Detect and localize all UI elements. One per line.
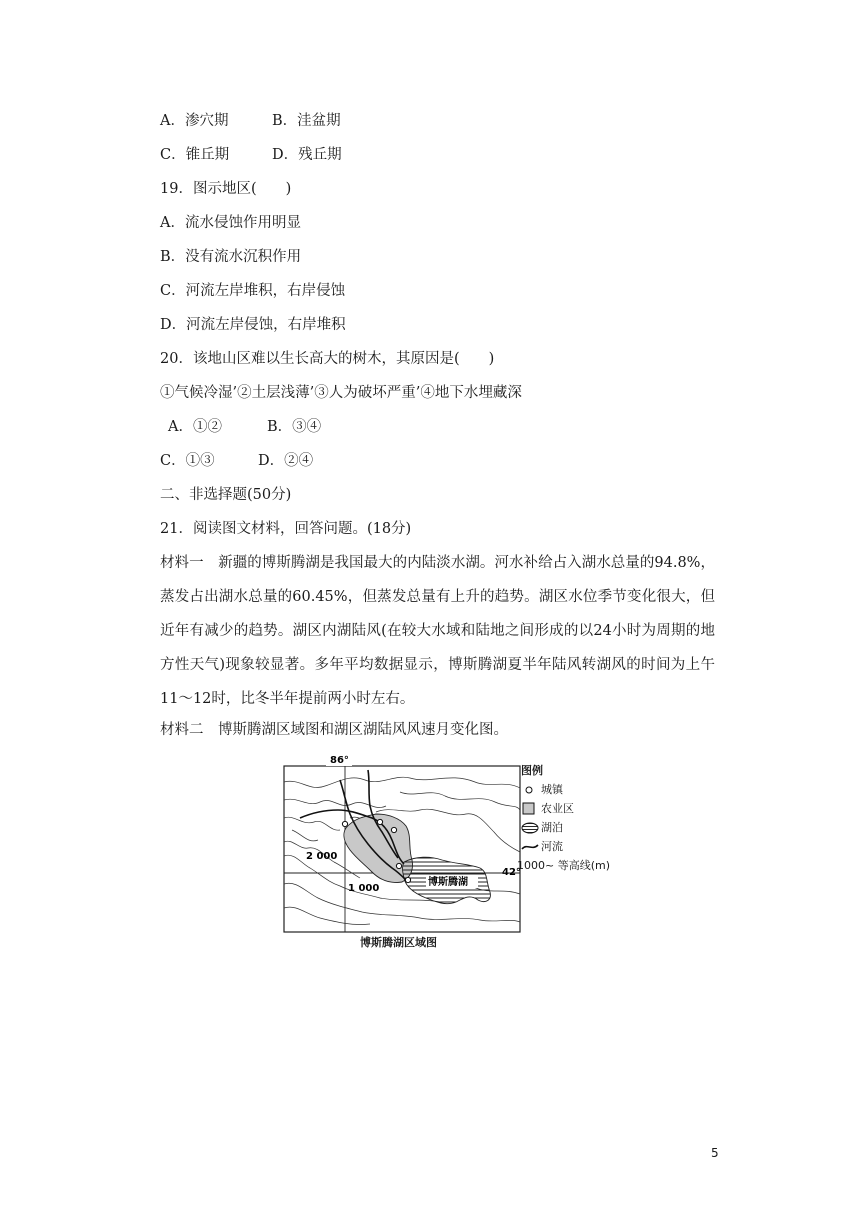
map-legend bbox=[517, 762, 611, 875]
river-icon bbox=[521, 842, 539, 852]
contour-2000-label: 2 000 bbox=[306, 851, 338, 862]
contour-1000-label: 1 000 bbox=[348, 883, 380, 894]
q18-option-d: D．残丘期 bbox=[272, 147, 342, 163]
lake-icon bbox=[521, 822, 539, 834]
town-icon bbox=[524, 785, 534, 795]
legend-title: 图例 bbox=[521, 764, 543, 777]
q20-option-c: C．①③ bbox=[160, 453, 215, 469]
q21-stem: 21．阅读图文材料，回答问题。(18分) bbox=[160, 521, 412, 537]
q18-option-c: C．锥丘期 bbox=[160, 147, 230, 163]
town-icon bbox=[391, 827, 396, 832]
q19-stem: 19．图示地区( ) bbox=[160, 181, 292, 197]
material-one: 材料一 新疆的博斯腾湖是我国最大的内陆淡水湖。河水补给占入湖水总量的94.8%，蒸发占出湖水总量的60.45%，但蒸发总量有上升的趋势。湖区水位季节变化很大，但近年有减少的趋势。湖区内湖陆风(在较大水域和陆地之间形成的以24小时为周期的地方性天气)现象较显著。多年平均数据显示，博斯腾湖夏半年陆风转湖风的时间为上午11～12时，比冬半年提前两小时左右。 bbox=[160, 555, 715, 707]
latitude-label: 42° bbox=[502, 867, 521, 878]
farm-area-icon bbox=[522, 802, 536, 815]
q20-options-row2 bbox=[160, 451, 313, 471]
town-icon bbox=[342, 821, 347, 826]
q20-statements: ①气候冷湿’②土层浅薄’③人为破坏严重’④地下水埋藏深 bbox=[160, 385, 522, 401]
town-icon bbox=[396, 863, 401, 868]
q18-option-a: A．渗穴期 bbox=[160, 113, 229, 129]
q20-option-a: A．①② bbox=[168, 419, 222, 435]
q20-options-row1 bbox=[168, 417, 321, 437]
q19-option-a: A．流水侵蚀作用明显 bbox=[160, 215, 301, 231]
q19-option-d: D．河流左岸侵蚀，右岸堆积 bbox=[160, 317, 346, 333]
town-icon bbox=[377, 819, 382, 824]
legend-town: 城镇 bbox=[521, 780, 610, 799]
q18-options-row1 bbox=[160, 111, 341, 131]
material-two: 材料二 博斯腾湖区域图和湖区湖陆风风速月变化图。 bbox=[160, 722, 508, 738]
q19-option-b: B．没有流水沉积作用 bbox=[160, 249, 302, 265]
q19-option-c: C．河流左岸堆积，右岸侵蚀 bbox=[160, 283, 346, 299]
q20-option-b: B．③④ bbox=[267, 419, 322, 435]
map-caption: 博斯腾湖区域图 bbox=[360, 936, 437, 949]
q20-option-d: D．②④ bbox=[258, 453, 314, 469]
q18-options-row2 bbox=[160, 145, 342, 165]
legend-contour: 1000~ 等高线(m) bbox=[517, 859, 611, 872]
town-icon bbox=[405, 877, 410, 882]
lake-label: 博斯腾湖 bbox=[428, 877, 468, 888]
q20-stem: 20．该地山区难以生长高大的树木，其原因是( ) bbox=[160, 351, 495, 367]
q18-option-b: B．洼盆期 bbox=[272, 113, 341, 129]
section-heading: 二、非选择题(50分) bbox=[160, 487, 292, 503]
legend-lake: 湖泊 bbox=[521, 818, 610, 837]
legend-farm: 农业区 bbox=[521, 799, 610, 818]
page-number: 5 bbox=[711, 1146, 719, 1160]
longitude-label: 86° bbox=[330, 755, 349, 766]
legend-river: 河流 bbox=[521, 837, 610, 856]
